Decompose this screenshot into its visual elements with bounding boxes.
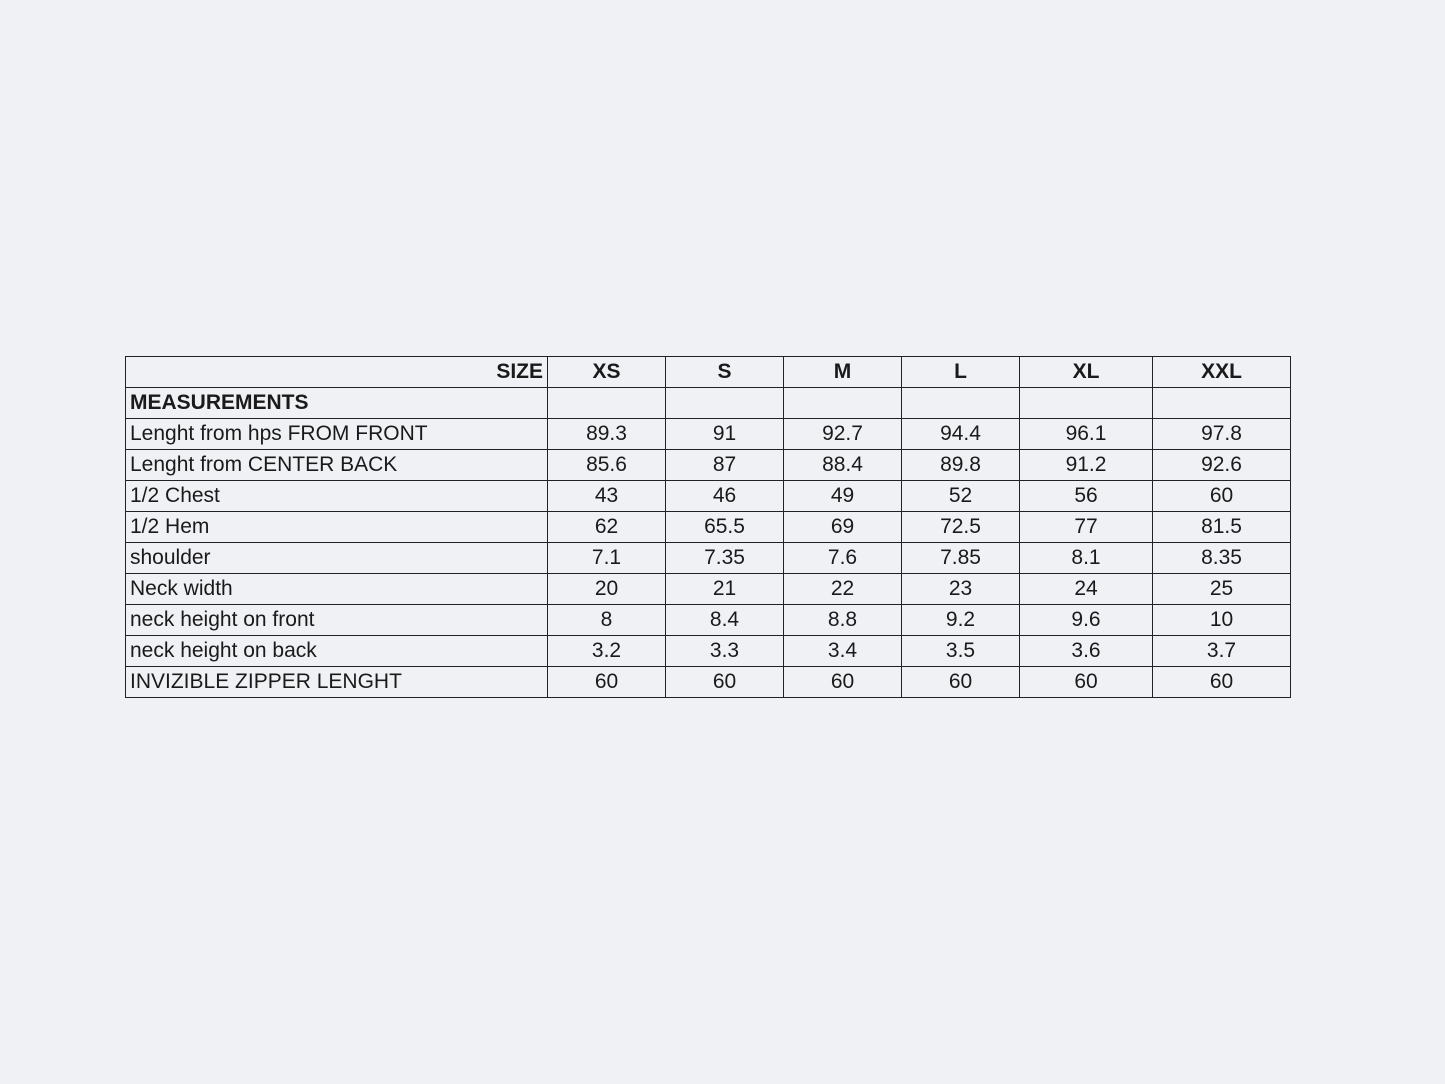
measurement-value: 72.5 [902, 512, 1020, 543]
measurement-value: 60 [1153, 667, 1291, 698]
measurement-row [126, 512, 1291, 543]
empty-cell [1020, 388, 1153, 419]
measurement-value: 92.6 [1153, 450, 1291, 481]
measurement-row [126, 636, 1291, 667]
measurement-value: 3.3 [666, 636, 784, 667]
empty-cell [666, 388, 784, 419]
measurement-row [126, 605, 1291, 636]
measurement-value: 65.5 [666, 512, 784, 543]
measurement-value: 9.2 [902, 605, 1020, 636]
measurement-row [126, 450, 1291, 481]
measurement-value: 52 [902, 481, 1020, 512]
measurement-value: 62 [548, 512, 666, 543]
measurement-value: 88.4 [784, 450, 902, 481]
size-chart-table [125, 356, 1291, 698]
measurement-value: 3.7 [1153, 636, 1291, 667]
measurement-value: 3.4 [784, 636, 902, 667]
measurement-value: 25 [1153, 574, 1291, 605]
measurement-value: 60 [666, 667, 784, 698]
size-column-header: S [666, 357, 784, 388]
measurement-label: Lenght from hps FROM FRONT [126, 419, 548, 450]
measurement-value: 8.1 [1020, 543, 1153, 574]
empty-cell [784, 388, 902, 419]
measurement-label: 1/2 Hem [126, 512, 548, 543]
measurement-value: 56 [1020, 481, 1153, 512]
measurement-value: 9.6 [1020, 605, 1153, 636]
measurement-value: 89.8 [902, 450, 1020, 481]
measurement-value: 94.4 [902, 419, 1020, 450]
measurement-value: 3.6 [1020, 636, 1153, 667]
section-header-row [126, 388, 1291, 419]
measurement-value: 60 [784, 667, 902, 698]
measurement-value: 81.5 [1153, 512, 1291, 543]
size-header-label: SIZE [126, 357, 548, 388]
measurement-value: 89.3 [548, 419, 666, 450]
measurement-value: 7.85 [902, 543, 1020, 574]
measurement-value: 60 [1020, 667, 1153, 698]
measurement-label: neck height on front [126, 605, 548, 636]
measurement-label: shoulder [126, 543, 548, 574]
measurement-value: 8.8 [784, 605, 902, 636]
empty-cell [548, 388, 666, 419]
empty-cell [1153, 388, 1291, 419]
measurement-value: 49 [784, 481, 902, 512]
measurement-value: 77 [1020, 512, 1153, 543]
measurement-value: 69 [784, 512, 902, 543]
measurement-row [126, 667, 1291, 698]
measurement-value: 43 [548, 481, 666, 512]
measurement-value: 60 [1153, 481, 1291, 512]
measurement-value: 8 [548, 605, 666, 636]
measurement-value: 21 [666, 574, 784, 605]
measurement-value: 46 [666, 481, 784, 512]
empty-cell [902, 388, 1020, 419]
measurement-value: 60 [902, 667, 1020, 698]
section-label: MEASUREMENTS [126, 388, 548, 419]
measurement-value: 3.5 [902, 636, 1020, 667]
size-column-header: XXL [1153, 357, 1291, 388]
measurement-label: Neck width [126, 574, 548, 605]
size-column-header: XS [548, 357, 666, 388]
size-chart-body [126, 357, 1291, 698]
measurement-label: INVIZIBLE ZIPPER LENGHT [126, 667, 548, 698]
size-column-header: M [784, 357, 902, 388]
measurement-value: 85.6 [548, 450, 666, 481]
size-column-header: L [902, 357, 1020, 388]
measurement-value: 7.1 [548, 543, 666, 574]
measurement-value: 3.2 [548, 636, 666, 667]
measurement-value: 97.8 [1153, 419, 1291, 450]
measurement-value: 92.7 [784, 419, 902, 450]
measurement-value: 7.35 [666, 543, 784, 574]
measurement-value: 8.35 [1153, 543, 1291, 574]
measurement-value: 23 [902, 574, 1020, 605]
measurement-value: 10 [1153, 605, 1291, 636]
measurement-value: 24 [1020, 574, 1153, 605]
measurement-value: 91.2 [1020, 450, 1153, 481]
measurement-label: neck height on back [126, 636, 548, 667]
measurement-row [126, 481, 1291, 512]
measurement-value: 91 [666, 419, 784, 450]
measurement-row [126, 419, 1291, 450]
measurement-label: 1/2 Chest [126, 481, 548, 512]
measurement-row [126, 543, 1291, 574]
measurement-value: 22 [784, 574, 902, 605]
measurement-value: 96.1 [1020, 419, 1153, 450]
measurement-value: 60 [548, 667, 666, 698]
measurement-row [126, 574, 1291, 605]
measurement-value: 8.4 [666, 605, 784, 636]
size-header-row [126, 357, 1291, 388]
size-column-header: XL [1020, 357, 1153, 388]
measurement-value: 87 [666, 450, 784, 481]
measurement-label: Lenght from CENTER BACK [126, 450, 548, 481]
measurement-value: 7.6 [784, 543, 902, 574]
measurement-value: 20 [548, 574, 666, 605]
